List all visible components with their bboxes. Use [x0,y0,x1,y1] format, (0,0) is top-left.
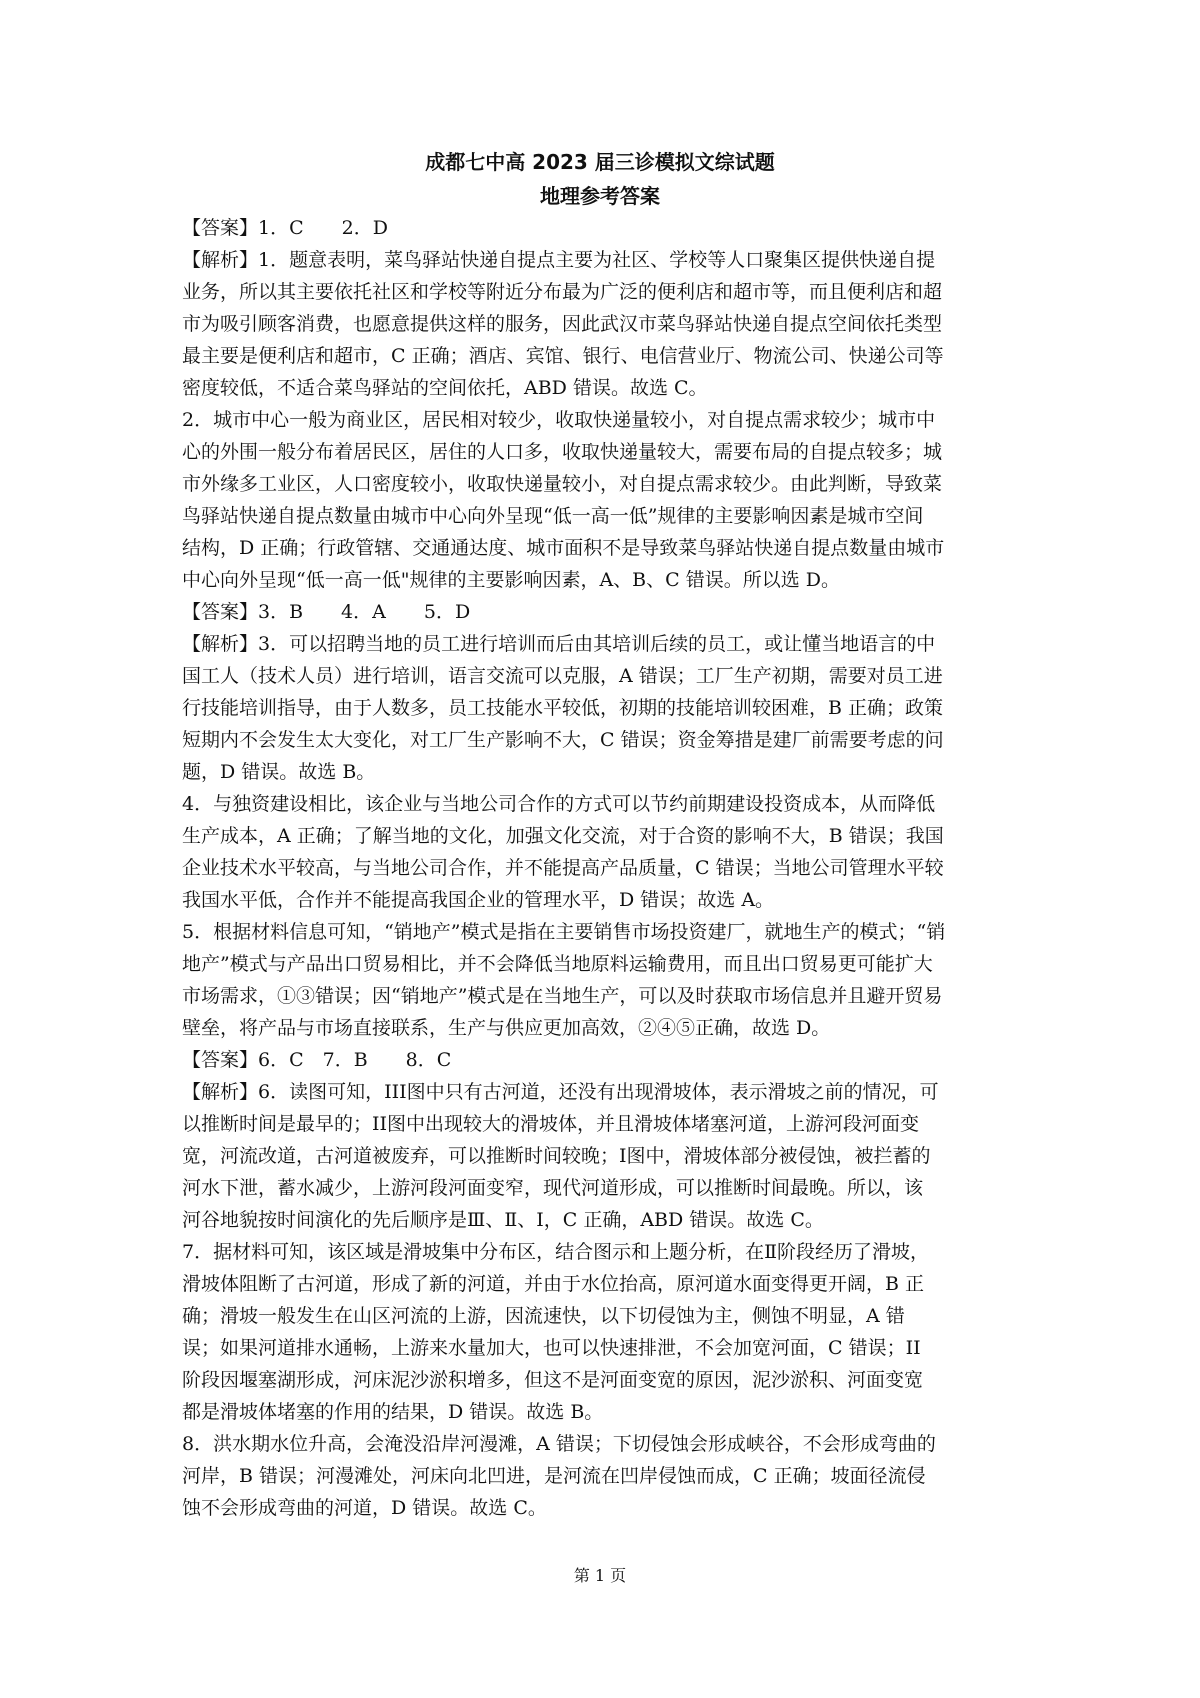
text-line: 河谷地貌按时间演化的先后顺序是Ⅲ、Ⅱ、Ⅰ，C 正确，ABD 错误。故选 C。 [182,1209,824,1231]
text-line: 以推断时间是最早的；II图中出现较大的滑坡体，并且滑坡体堵塞河道，上游河段河面变 [182,1113,920,1135]
text-line: 国工人（技术人员）进行培训，语言交流可以克服，A 错误；工厂生产初期，需要对员工进 [182,665,943,687]
text-line: 5．根据材料信息可知，“销地产”模式是指在主要销售市场投资建厂，就地生产的模式；“销 [182,921,946,943]
text-line: 市外缘多工业区，人口密度较小，收取快递量较小，对自提点需求较少。由此判断，导致菜 [182,473,943,495]
text-line: 【解析】6．读图可知，III图中只有古河道，还没有出现滑坡体，表示滑坡之前的情况，可 [182,1081,939,1103]
text-line: 结构，D 正确；行政管辖、交通通达度、城市面积不是导致菜鸟驿站快递自提点数量由城市 [182,537,945,559]
text-line: 业务，所以其主要依托社区和学校等附近分布最为广泛的便利店和超市等，而且便利店和超 [182,281,943,303]
text-line: 我国水平低，合作并不能提高我国企业的管理水平，D 错误；故选 A。 [182,889,775,911]
text-line: 鸟驿站快递自提点数量由城市中心向外呈现“低一高一低”规律的主要影响因素是城市空间 [182,505,924,527]
text-line: 【答案】6．C 7．B 8．C [182,1049,452,1071]
text-line: 2．城市中心一般为商业区，居民相对较少，收取快递量较小，对自提点需求较少；城市中 [182,409,936,431]
text-line: 市为吸引顾客消费，也愿意提供这样的服务，因此武汉市菜鸟驿站快递自提点空间依托类型 [182,313,943,335]
text-line: 【解析】1．题意表明，菜鸟驿站快递自提点主要为社区、学校等人口聚集区提供快递自提 [182,249,936,271]
text-line: 短期内不会发生太大变化，对工厂生产影响不大，C 错误；资金筹措是建厂前需要考虑的问 [182,729,944,751]
text-line: 都是滑坡体堵塞的作用的结果，D 错误。故选 B。 [182,1401,604,1423]
text-line: 【解析】3．可以招聘当地的员工进行培训而后由其培训后续的员工，或让懂当地语言的中 [182,633,936,655]
text-line: 地产”模式与产品出口贸易相比，并不会降低当地原料运输费用，而且出口贸易更可能扩大 [182,953,933,975]
text-line: 行技能培训指导，由于人数多，员工技能水平较低，初期的技能培训较困难，B 正确；政策 [182,697,944,719]
text-line: 【答案】3．B 4．A 5．D [182,601,471,623]
text-line: 8．洪水期水位升高，会淹没沿岸河漫滩，A 错误；下切侵蚀会形成峡谷，不会形成弯曲的 [182,1433,936,1455]
text-line: 河岸，B 错误；河漫滩处，河床向北凹进，是河流在凹岸侵蚀而成，C 正确；坡面径流侵 [182,1465,926,1487]
text-line: 滑坡体阻断了古河道，形成了新的河道，并由于水位抬高，原河道水面变得更开阔，B 正 [182,1273,925,1295]
text-line: 企业技术水平较高，与当地公司合作，并不能提高产品质量，C 错误；当地公司管理水平较 [182,857,944,879]
text-line: 7．据材料可知，该区域是滑坡集中分布区，结合图示和上题分析，在Ⅱ阶段经历了滑坡， [182,1241,930,1263]
text-line: 【答案】1．C 2．D [182,217,388,239]
text-line: 宽，河流改道，古河道被废弃，可以推断时间较晚；I图中，滑坡体部分被侵蚀，被拦蓄的 [182,1145,931,1167]
document-subtitle: 地理参考答案 [540,184,660,208]
page-number: 第 1 页 [573,1566,627,1585]
text-line: 中心向外呈现“低一高一低"规律的主要影响因素，A、B、C 错误。所以选 D。 [182,569,840,591]
text-line: 误；如果河道排水通畅，上游来水量加大，也可以快速排泄，不会加宽河面，C 错误；II [182,1337,921,1359]
text-line: 市场需求，①③错误；因“销地产”模式是在当地生产，可以及时获取市场信息并且避开贸易 [182,985,943,1007]
text-line: 生产成本，A 正确；了解当地的文化，加强文化交流，对于合资的影响不大，B 错误；我国 [182,825,944,847]
text-line: 题，D 错误。故选 B。 [182,761,376,783]
text-line: 阶段因堰塞湖形成，河床泥沙淤积增多，但这不是河面变宽的原因，泥沙淤积、河面变宽 [182,1369,924,1391]
answer-body [182,212,1018,1524]
text-line: 心的外围一般分布着居民区，居住的人口多，收取快递量较大，需要布局的自提点较多；城 [182,441,943,463]
document-title: 成都七中高 2023 届三诊模拟文综试题 [425,150,775,174]
text-line: 密度较低，不适合菜鸟驿站的空间依托，ABD 错误。故选 C。 [182,377,708,399]
text-line: 壁垒，将产品与市场直接联系，生产与供应更加高效，②④⑤正确，故选 D。 [182,1017,831,1039]
text-line: 4．与独资建设相比，该企业与当地公司合作的方式可以节约前期建设投资成本，从而降低 [182,793,936,815]
text-line: 蚀不会形成弯曲的河道，D 错误。故选 C。 [182,1497,547,1519]
text-line: 河水下泄，蓄水减少，上游河段河面变窄，现代河道形成，可以推断时间最晚。所以，该 [182,1177,924,1199]
text-line: 最主要是便利店和超市，C 正确；酒店、宾馆、银行、电信营业厅、物流公司、快递公司等 [182,345,944,367]
text-line: 确；滑坡一般发生在山区河流的上游，因流速快，以下切侵蚀为主，侧蚀不明显，A 错 [182,1305,905,1327]
